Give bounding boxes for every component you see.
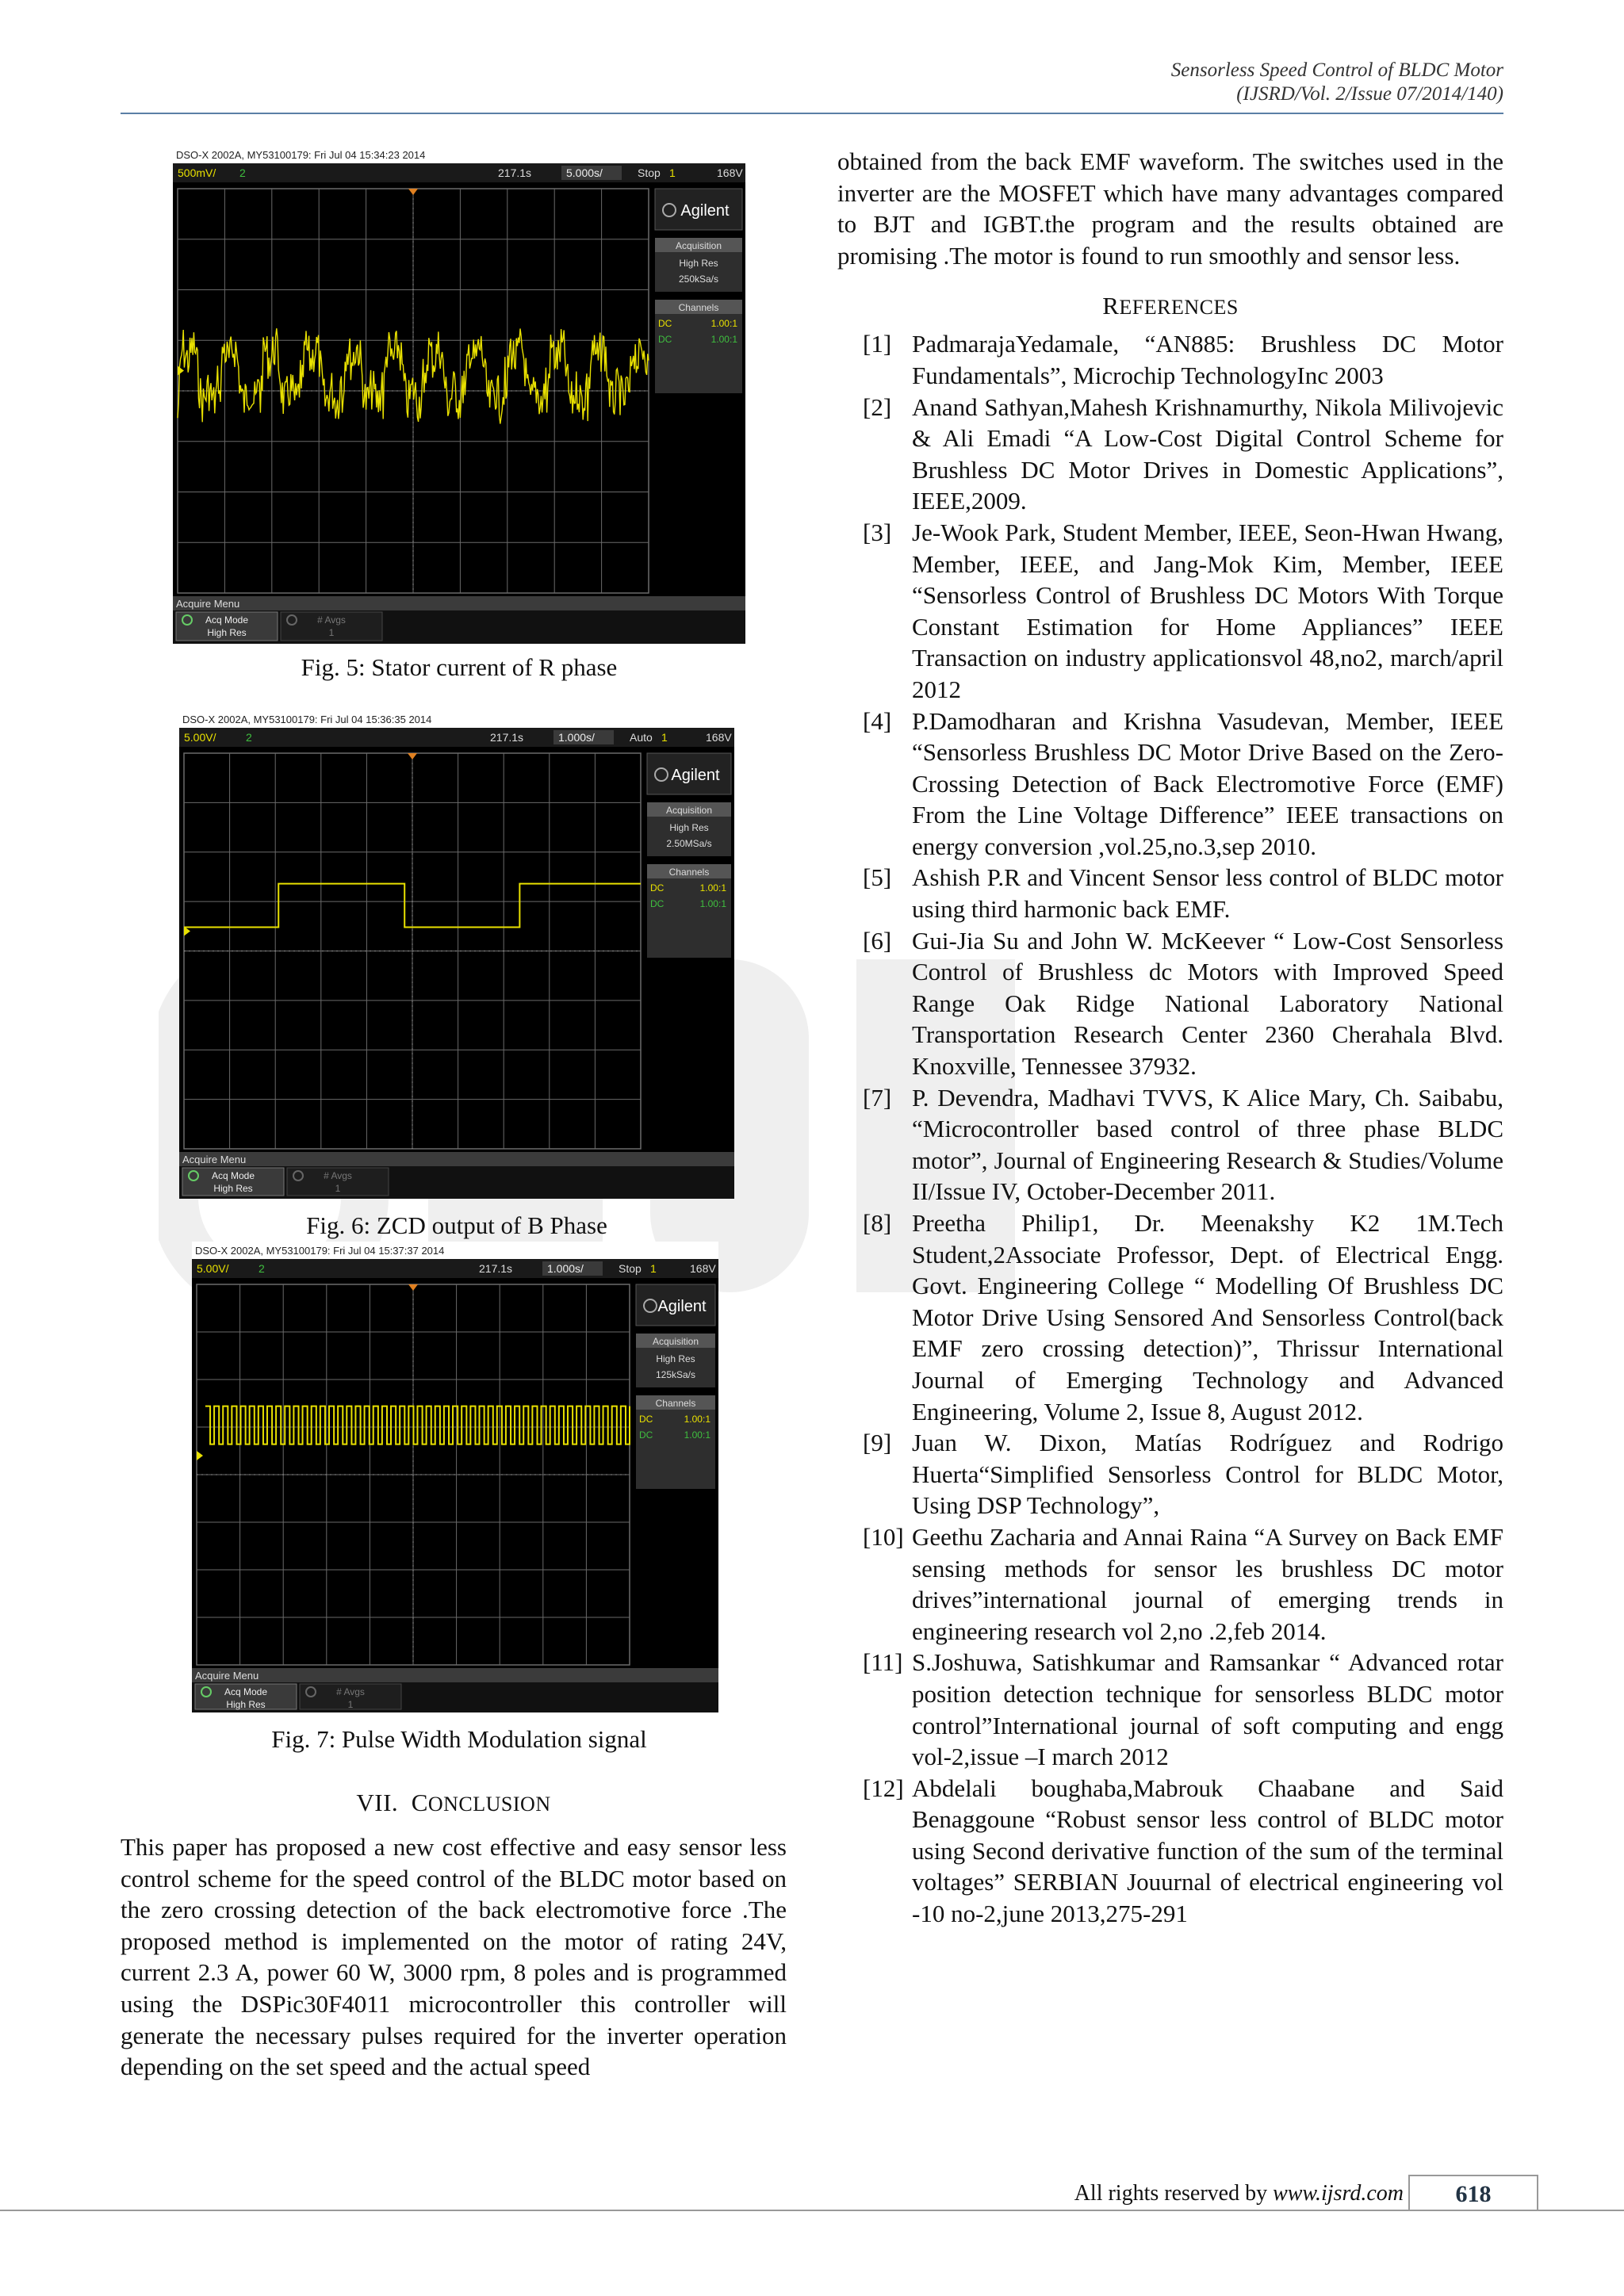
- conclusion-title-initial: C: [411, 1789, 428, 1816]
- reference-text: Abdelali boughaba,Mabrouk Chaabane and Said Benaggoune “Robust sensor less control of BLDC motor using Second derivative function of the sum of the terminal voltages” SERBIAN Jouurnal of electrical engineering vol -10 no-2,june 2013,275-291: [912, 1774, 1503, 1928]
- channel-coupling: DC: [658, 318, 672, 329]
- scope-time-position: 217.1s: [479, 1262, 513, 1275]
- page-footer: [0, 2175, 1624, 2214]
- reference-text: Gui-Jia Su and John W. McKeever “ Low-Cost Sensorless Control of Brushless dc Motors with Improved Speed Range Oak Ridge National Laboratory National Transportation Research Center 2360 Cherahala Blvd. Knoxville, Tennessee 37932.: [912, 926, 1503, 1081]
- scope-trigger-level: 168V: [717, 166, 743, 179]
- channels-label: Channels: [678, 302, 719, 313]
- reference-item: [837, 925, 1503, 1082]
- channel-coupling: DC: [650, 898, 665, 909]
- scope-model-line: DSO-X 2002A, MY53100179: Fri Jul 04 15:36:35 2014: [182, 714, 432, 725]
- figure-caption-6: Fig. 6: ZCD output of B Phase: [306, 1211, 607, 1239]
- avgs-value: 1: [335, 1183, 341, 1194]
- acq-mode-softkey: Acq Mode: [211, 1170, 255, 1181]
- acquisition-mode: High Res: [669, 822, 709, 833]
- reference-item: [837, 392, 1503, 517]
- header-rule: [121, 113, 1503, 114]
- reference-text: P.Damodharan and Krishna Vasudevan, Member, IEEE “Sensorless Brushless DC Motor Drive Based on the Zero-Crossing Detection of Back Electromotive Force (EMF) From the Line Voltage Difference” IEEE transactions on energy conversion ,vol.25,no.3,sep 2010.: [912, 706, 1503, 860]
- channel-coupling: DC: [658, 334, 672, 345]
- reference-item: [837, 1427, 1503, 1521]
- figure-caption-7: Fig. 7: Pulse Width Modulation signal: [271, 1725, 647, 1753]
- channel-probe-ratio: 1.00:1: [699, 898, 726, 909]
- scope-screen: [192, 1242, 718, 1712]
- header-journal: (IJSRD/Vol. 2/Issue 07/2014/140): [1236, 83, 1503, 105]
- references-heading: [837, 292, 1503, 320]
- avgs-softkey: # Avgs: [336, 1686, 365, 1697]
- acq-mode-value: High Res: [207, 627, 247, 638]
- page-number: 618: [1408, 2175, 1538, 2210]
- acquisition-label: Acquisition: [665, 805, 713, 816]
- conclusion-section: [121, 1789, 787, 2083]
- conclusion-text: This paper has proposed a new cost effective and easy sensor less control scheme for the speed control of the BLDC motor based on the zero crossing detection of the back electromotive force .The proposed method is implemented on the motor of rating 24V, current 2.3 A, power 60 W, 3000 rpm, 8 poles and is programmed using the DSPic30F4011 microcontroller this controller will generate the necessary pulses required for the inverter operation depending on the set speed and the actual speed: [121, 1833, 787, 2081]
- reference-item: [837, 1082, 1503, 1207]
- footer-rule: [0, 2210, 1624, 2211]
- scope-model-line: DSO-X 2002A, MY53100179: Fri Jul 04 15:37:37 2014: [195, 1245, 445, 1257]
- scope-trigger-channel: 1: [650, 1262, 657, 1275]
- footer-rights: [1074, 2181, 1404, 2206]
- reference-number: [8]: [863, 1209, 892, 1237]
- scope-run-state: Stop: [638, 166, 661, 179]
- conclusion-number: VII.: [356, 1789, 399, 1816]
- reference-number: [7]: [863, 1083, 892, 1112]
- reference-number: [1]: [863, 330, 892, 358]
- scope-ch1-scale: 5.00V/: [197, 1262, 229, 1275]
- channels-label: Channels: [668, 867, 710, 878]
- reference-text: PadmarajaYedamale, “AN885: Brushless DC Motor Fundamentals”, Microchip TechnologyInc 2003: [912, 330, 1503, 389]
- scope-trigger-channel: 1: [661, 731, 668, 744]
- reference-text: P. Devendra, Madhavi TVVS, K Alice Mary, Ch. Saibabu, “Microcontroller based control of three phase BLDC motor”, Journal of Engineering Research & Studies/Volume II/Issue IV, October-December 2011.: [912, 1083, 1503, 1206]
- scope-ch1-scale: 5.00V/: [184, 731, 216, 744]
- channels-label: Channels: [655, 1398, 696, 1409]
- reference-item: [837, 1207, 1503, 1427]
- figure-caption-5: Fig. 5: Stator current of R phase: [301, 653, 618, 681]
- conclusion-title-rest: ONCLUSION: [427, 1793, 551, 1816]
- scope-model-line: DSO-X 2002A, MY53100179: Fri Jul 04 15:34:23 2014: [176, 149, 426, 161]
- agilent-logo-text: Agilent: [671, 767, 720, 784]
- scope-screen: [179, 710, 734, 1199]
- reference-number: [3]: [863, 518, 892, 546]
- scope-ch2-label: 2: [246, 731, 252, 744]
- sample-rate: 250kSa/s: [678, 274, 719, 285]
- acquire-menu-title: Acquire Menu: [195, 1670, 259, 1682]
- oscilloscope-fig5: [173, 146, 745, 644]
- reference-item: [837, 1647, 1503, 1772]
- channel-coupling: DC: [650, 882, 665, 894]
- reference-number: [4]: [863, 706, 892, 735]
- reference-item: [837, 328, 1503, 391]
- channel-probe-ratio: 1.00:1: [684, 1414, 710, 1425]
- reference-number: [10]: [863, 1522, 904, 1551]
- oscilloscope-fig6: [179, 710, 734, 1199]
- acquisition-mode: High Res: [656, 1353, 695, 1364]
- channel-probe-ratio: 1.00:1: [684, 1429, 710, 1441]
- scope-ch1-scale: 500mV/: [178, 166, 216, 179]
- channel-coupling: DC: [639, 1429, 653, 1441]
- references-title-initial: R: [1102, 292, 1120, 320]
- reference-number: [2]: [863, 392, 892, 421]
- channel-coupling: DC: [639, 1414, 653, 1425]
- avgs-value: 1: [328, 627, 335, 638]
- reference-number: [5]: [863, 863, 892, 892]
- references-title-rest: EFERENCES: [1119, 296, 1239, 320]
- channel-probe-ratio: 1.00:1: [699, 882, 726, 894]
- reference-text: Geethu Zacharia and Annai Raina “A Survey on Back EMF sensing methods for sensor les brushless DC motor drives”international journal of emerging trends in engineering research vol 2,no .2,feb 2014.: [912, 1522, 1503, 1645]
- acquire-menu-title: Acquire Menu: [176, 598, 240, 610]
- channel-probe-ratio: 1.00:1: [710, 334, 737, 345]
- avgs-softkey: # Avgs: [324, 1170, 352, 1181]
- scope-screen: [173, 146, 745, 644]
- reference-item: [837, 862, 1503, 924]
- sample-rate: 125kSa/s: [655, 1369, 696, 1380]
- channel-probe-ratio: 1.00:1: [710, 318, 737, 329]
- avgs-value: 1: [347, 1699, 354, 1710]
- avgs-softkey: # Avgs: [317, 614, 346, 626]
- acquire-menu-title: Acquire Menu: [182, 1154, 247, 1165]
- reference-number: [9]: [863, 1429, 892, 1457]
- running-header: [1171, 59, 1503, 106]
- acquisition-mode: High Res: [679, 258, 718, 269]
- reference-item: [837, 706, 1503, 863]
- reference-list: [837, 328, 1503, 1929]
- oscilloscope-fig7: [192, 1242, 718, 1712]
- acquisition-label: Acquisition: [675, 240, 722, 251]
- conclusion-heading: [121, 1789, 787, 1817]
- acquisition-label: Acquisition: [652, 1336, 699, 1347]
- reference-text: S.Joshuwa, Satishkumar and Ramsankar “ Advanced rotar position detection technique for sensorless BLDC motor control”International journal of soft computing and engg vol-2,issue –I march 2012: [912, 1648, 1503, 1771]
- acq-mode-value: High Res: [226, 1699, 266, 1710]
- scope-run-state: Stop: [619, 1262, 642, 1275]
- reference-text: Ashish P.R and Vincent Sensor less control of BLDC motor using third harmonic back EMF.: [912, 863, 1503, 924]
- scope-trigger-level: 168V: [706, 731, 732, 744]
- scope-time-scale: 1.000s/: [547, 1262, 584, 1275]
- reference-text: Juan W. Dixon, Matías Rodríguez and Rodrigo Huerta“Simplified Sensorless Control for BLDC Motor, Using DSP Technology”,: [912, 1429, 1503, 1520]
- reference-item: [837, 1773, 1503, 1930]
- scope-trigger-level: 168V: [690, 1262, 716, 1275]
- agilent-logo-text: Agilent: [657, 1298, 707, 1315]
- acq-mode-softkey: Acq Mode: [205, 614, 249, 626]
- reference-number: [11]: [863, 1648, 903, 1677]
- conclusion-continued: obtained from the back EMF waveform. The switches used in the inverter are the MOSFET which have many advantages compared to BJT and IGBT.the program and the results obtained are promising .The motor is found to run smoothly and sensor less.: [837, 147, 1503, 270]
- scope-time-scale: 5.000s/: [566, 166, 603, 179]
- reference-item: [837, 517, 1503, 706]
- acq-mode-value: High Res: [213, 1183, 253, 1194]
- right-column: [837, 146, 1503, 1930]
- reference-text: Je-Wook Park, Student Member, IEEE, Seon-Hwan Hwang, Member, IEEE, and Jang-Mok Kim, Member, IEEE “Sensorless Control of Brushless DC Motors With Torque Constant Estimation for Home Appliances” IEEE Transaction on industry applicationsvol 48,no2, march/april 2012: [912, 518, 1503, 703]
- scope-ch2-label: 2: [239, 166, 246, 179]
- footer-site-link[interactable]: www.ijsrd.com: [1273, 2181, 1404, 2206]
- reference-item: [837, 1521, 1503, 1647]
- reference-text: Anand Sathyan,Mahesh Krishnamurthy, Nikola Milivojevic & Ali Emadi “A Low-Cost Digital Control Scheme for Brushless DC Motor Drives in Domestic Applications”, IEEE,2009.: [912, 392, 1503, 515]
- agilent-logo-text: Agilent: [680, 202, 730, 220]
- scope-time-position: 217.1s: [490, 731, 524, 744]
- reference-text: Preetha Philip1, Dr. Meenakshy K2 1M.Tech Student,2Associate Professor, Dept. of Electrical Engg. Govt. Engineering College “ Modelling Of Brushless DC Motor Drive Using Sensored And Sensorless Control(back EMF zero crossing detection)”, Thrissur International Journal of Emerging Technology and Advanced Engineering, Volume 2, Issue 8, August 2012.: [912, 1209, 1503, 1425]
- scope-trigger-channel: 1: [669, 166, 676, 179]
- scope-time-scale: 1.000s/: [558, 731, 595, 744]
- acq-mode-softkey: Acq Mode: [224, 1686, 268, 1697]
- scope-run-state: Auto: [630, 731, 653, 744]
- scope-ch2-label: 2: [259, 1262, 265, 1275]
- sample-rate: 2.50MSa/s: [666, 838, 712, 849]
- header-title: Sensorless Speed Control of BLDC Motor: [1170, 59, 1503, 81]
- footer-rights-prefix: All rights reserved by: [1074, 2181, 1274, 2206]
- reference-number: [6]: [863, 926, 892, 955]
- reference-number: [12]: [863, 1774, 904, 1802]
- scope-time-position: 217.1s: [498, 166, 532, 179]
